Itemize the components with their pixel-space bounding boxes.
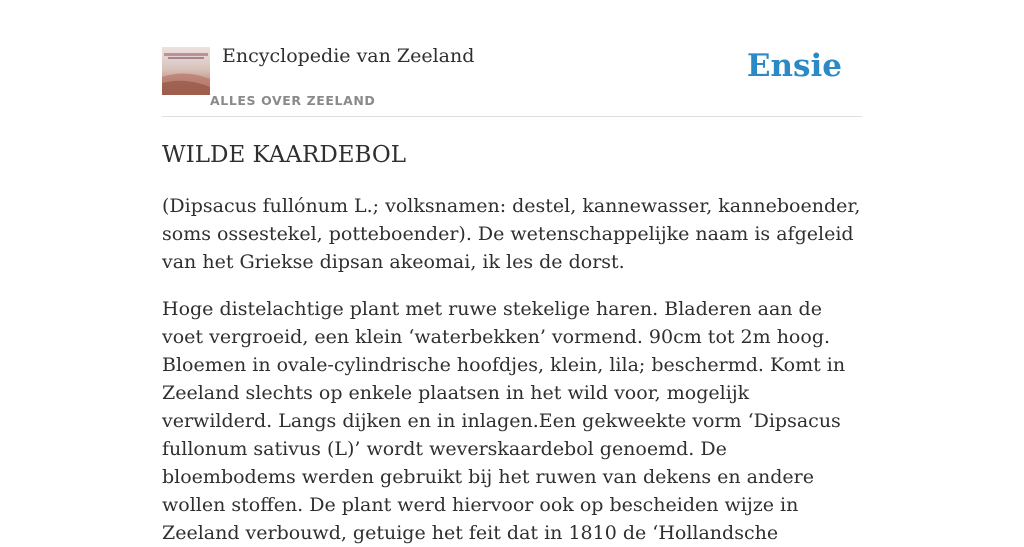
article bbox=[162, 138, 862, 547]
site-name[interactable]: Encyclopedie van Zeeland bbox=[222, 45, 475, 67]
site-tagline: ALLES OVER ZEELAND bbox=[210, 93, 376, 108]
article-paragraph: (Dipsacus fullónum L.; volksnamen: destel, kannewasser, kanneboender, soms ossestekel, potteboender). De wetenschappelijke naam is afgeleid van het Griekse dipsan akeomai, ik les de dorst. bbox=[162, 195, 861, 273]
site-header bbox=[162, 0, 862, 117]
avatar-image-icon bbox=[162, 47, 210, 95]
ensie-logo[interactable]: Ensie bbox=[746, 48, 842, 84]
site-avatar[interactable] bbox=[162, 47, 210, 95]
article-paragraph: Hoge distelachtige plant met ruwe stekelige haren. Bladeren aan de voet vergroeid, een klein ‘waterbekken’ vormend. 90cm tot 2m hoog. Bloemen in ovale-cylindrische hoofdjes, klein, lila; beschermd. Komt in Zeeland slechts op enkele plaatsen in het wild voor, mogelijk verwilderd. Langs dijken en in inlagen.Een gekweekte vorm ‘Dipsacus fullonum sativus (L)’ wordt weverskaardebol genoemd. De bloembodems werden gebruikt bij het ruwen van dekens en andere wollen stoffen. De plant werd hiervoor ook op bescheiden wijze in Zeeland verbouwd, getuige het feit dat in 1810 de ‘Hollandsche bbox=[162, 298, 846, 544]
article-title: WILDE KAARDEBOL bbox=[162, 142, 407, 168]
